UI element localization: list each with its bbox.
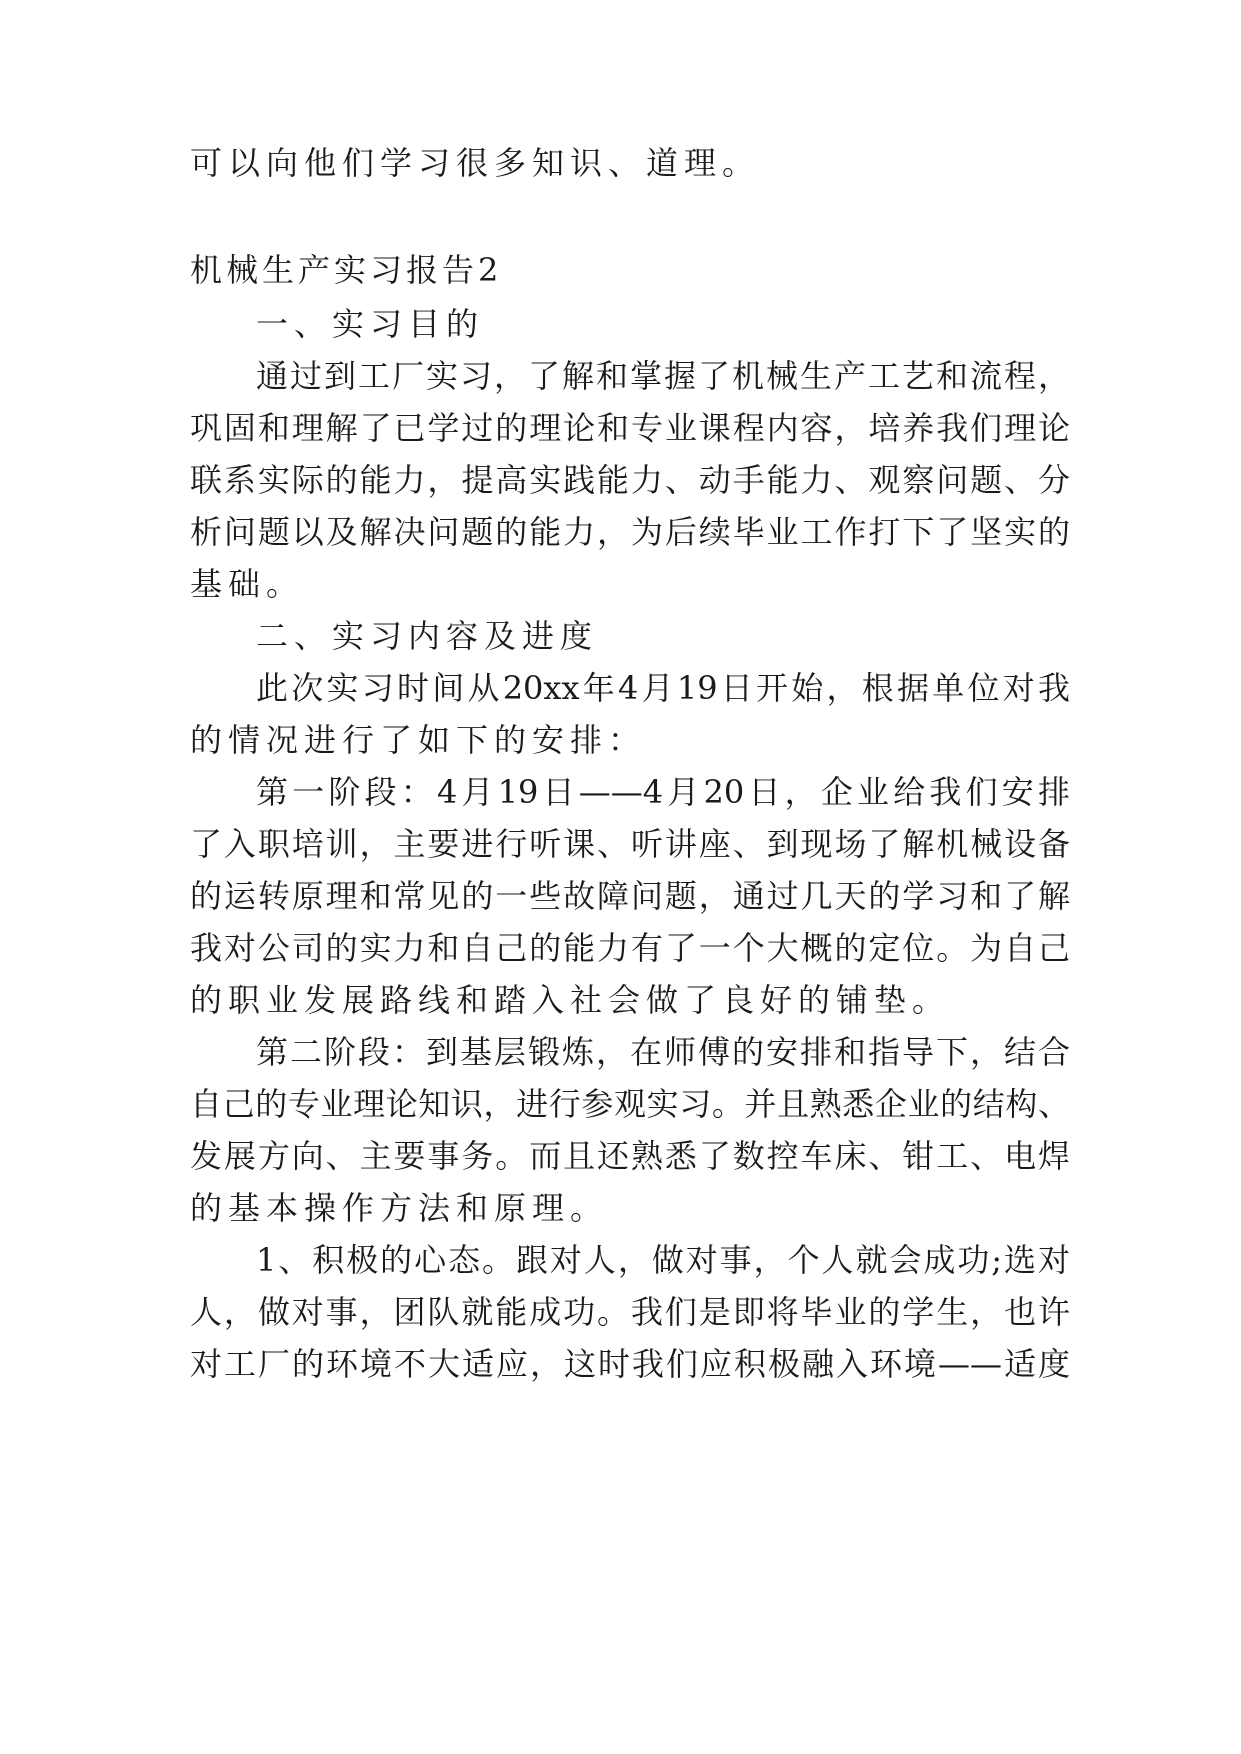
section-heading-purpose: 一、实习目的 bbox=[256, 305, 485, 343]
report-title: 机械生产实习报告2 bbox=[190, 251, 503, 289]
text-line: 的情况进行了如下的安排： bbox=[190, 721, 647, 759]
text-line: 的运转原理和常见的一些故障问题，通过几天的学习和了解 bbox=[190, 877, 1070, 915]
section-heading-content: 二、实习内容及进度 bbox=[256, 617, 599, 655]
text-line: 人，做对事，团队就能成功。我们是即将毕业的学生，也许 bbox=[190, 1293, 1070, 1331]
text-line: 我对公司的实力和自己的能力有了一个大概的定位。为自己 bbox=[190, 929, 1070, 967]
paragraph-end-line: 可以向他们学习很多知识、道理。 bbox=[190, 144, 761, 182]
text-line: 第二阶段：到基层锻炼，在师傅的安排和指导下，结合 bbox=[256, 1033, 1070, 1071]
text-line: 对工厂的环境不大适应，这时我们应积极融入环境——适度 bbox=[190, 1345, 1070, 1383]
text-line: 析问题以及解决问题的能力，为后续毕业工作打下了坚实的 bbox=[190, 513, 1070, 551]
text-line: 了入职培训，主要进行听课、听讲座、到现场了解机械设备 bbox=[190, 825, 1070, 863]
text-line: 自己的专业理论知识，进行参观实习。并且熟悉企业的结构、 bbox=[190, 1085, 1070, 1123]
text-line: 第一阶段：4月19日——4月20日，企业给我们安排 bbox=[256, 773, 1070, 811]
text-line: 基础。 bbox=[190, 565, 305, 603]
text-line: 联系实际的能力，提高实践能力、动手能力、观察问题、分 bbox=[190, 461, 1070, 499]
text-line: 通过到工厂实习，了解和掌握了机械生产工艺和流程， bbox=[256, 357, 1070, 395]
text-line: 1、积极的心态。跟对人，做对事，个人就会成功;选对 bbox=[256, 1241, 1070, 1279]
text-line: 此次实习时间从20xx年4月19日开始，根据单位对我 bbox=[256, 669, 1070, 707]
text-line: 的基本操作方法和原理。 bbox=[190, 1189, 609, 1227]
text-line: 发展方向、主要事务。而且还熟悉了数控车床、钳工、电焊 bbox=[190, 1137, 1070, 1175]
text-line: 的职业发展路线和踏入社会做了良好的铺垫。 bbox=[190, 981, 951, 1019]
text-line: 巩固和理解了已学过的理论和专业课程内容，培养我们理论 bbox=[190, 409, 1070, 447]
